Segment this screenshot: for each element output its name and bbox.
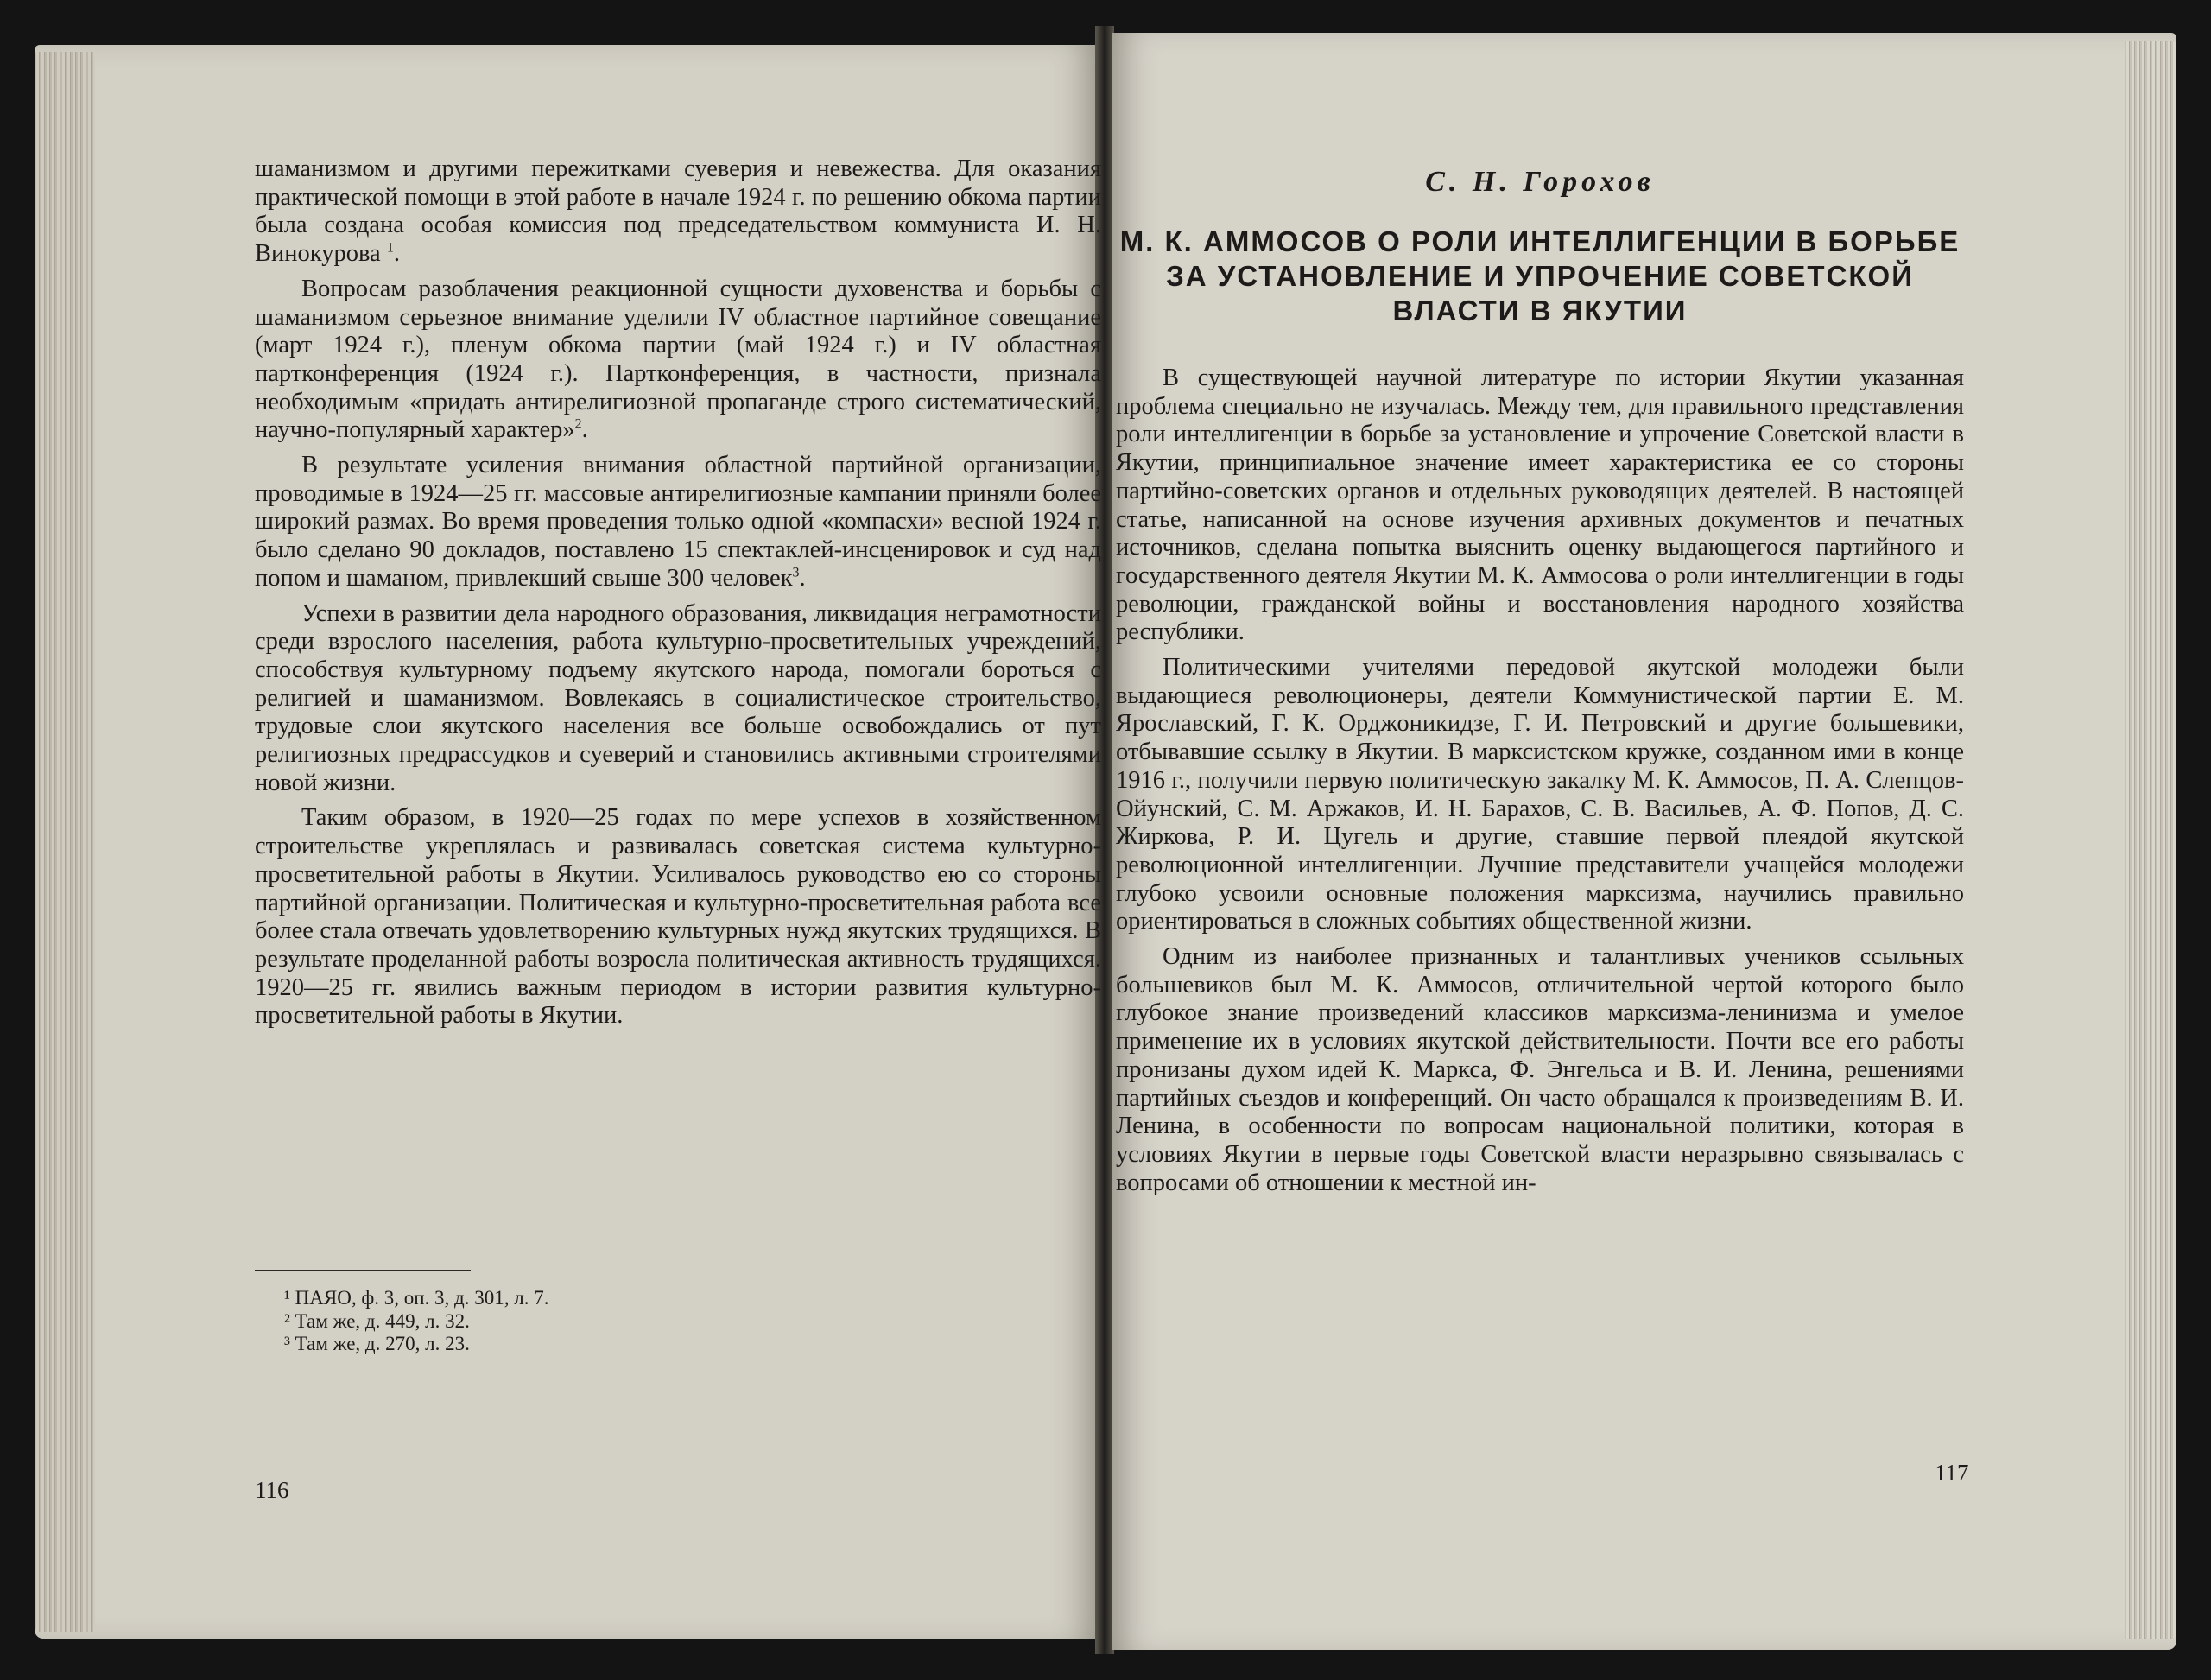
page-edges-left xyxy=(35,52,95,1632)
right-page-body xyxy=(1116,365,1964,1197)
paragraph-text: Успехи в развитии дела народного образования, ликвидация неграмотности среди взрослого населения, работа культурно-просветительных учреждений, способствуя культурному подъему якутского народа, помогали бороться с религией и шаманизмом. Вовлекаясь в социалистическое строительство, трудовые слои якутского населения все больше освобождались от пут религиозных предрассудков и суеверий и становились активными строителями новой жизни. xyxy=(255,599,1101,796)
footnote: ¹ ПАЯО, ф. 3, оп. 3, д. 301, л. 7. xyxy=(284,1287,549,1309)
paragraph-tail: . xyxy=(393,240,400,268)
footnote: ² Там же, д. 449, л. 32. xyxy=(284,1309,470,1332)
paragraph-tail: . xyxy=(581,416,588,444)
page-number-right: 117 xyxy=(1935,1460,1969,1486)
paragraph-tail: . xyxy=(799,564,806,592)
footnote-ref: 3 xyxy=(792,565,800,580)
page-edges-right xyxy=(2125,41,2176,1639)
left-page-body xyxy=(255,155,1101,1030)
left-paragraph xyxy=(255,804,1101,1030)
paragraph-text: Таким образом, в 1920—25 годах по мере успехов в хозяйственном строительстве укреплялась и развивалась советская система культурно-просветительной работы в Якутии. Усиливалось руководство ею со стороны партийной организации. Политическая и культурно-просветительная работа все более стала отвечать удовлетворению культурных нужд якутских трудящихся. В результате проделанной работы возросла политическая активность трудящихся. 1920—25 гг. явились важным периодом в истории развития культурно-просветительной работы в Якутии. xyxy=(255,804,1101,1030)
footnote: ³ Там же, д. 270, л. 23. xyxy=(284,1333,470,1354)
left-paragraph xyxy=(255,600,1101,798)
paragraph-text: В результате усиления внимания областной партийной организации, проводимые в 1924—25 гг. массовые антирелигиозные кампании приняли более широкий размах. Во время проведения только одной «компасхи» весной 1924 г. было сделано 90 докладов, поставлено 15 спектаклей-инсценировок и суд над попом и шаманом, привлекший свыше 300 человек xyxy=(255,452,1101,592)
right-paragraph: В существующей научной литературе по истории Якутии указанная проблема специально не изучалась. Между тем, для правильного представления роли интеллигенции в борьбе за установление и упрочение Советской власти в Якутии, принципиальное значение имеет характеристика ее со стороны партийно-советских органов и отдельных руководящих деятелей. В настоящей статье, написанной на основе изучения архивных документов и печатных источников, сделана попытка выяснить оценку выдающегося партийного и государственного деятеля Якутии М. К. Аммосова о роли интеллигенции в годы революции, гражданской войны и восстановления народного хозяйства республики. xyxy=(1116,365,1964,646)
left-paragraph xyxy=(255,276,1101,445)
footnote-ref: 2 xyxy=(574,416,582,432)
right-paragraph: Одним из наиболее признанных и талантливых учеников ссыльных большевиков был М. К. Аммосов, отличительной чертой которого было глубокое знание произведений классиков марксизма-ленинизма и умелое применение их в условиях якутской действительности. Почти все его работы пронизаны духом идей К. Маркса, Ф. Энгельса и В. И. Ленина, решениями партийных съездов и конференций. Он часто обращался к произведениям В. И. Ленина, в особенности по вопросам национальной политики, которая в условиях Якутии в первые годы Советской власти неразрывно связывалась с вопросами об отношении к местной ин- xyxy=(1116,943,1964,1196)
article-author: С. Н. Горохов xyxy=(1425,166,1655,198)
footnotes xyxy=(255,1287,773,1356)
paragraph-text: шаманизмом и другими пережитками суеверия и невежества. Для оказания практической помощи в этой работе в начале 1924 г. по решению обкома партии была создана особая комиссия под председательством коммуниста И. Н. Винокурова xyxy=(255,155,1101,268)
right-paragraph: Политическими учителями передовой якутской молодежи были выдающиеся революционеры, деятели Коммунистической партии Е. М. Ярославский, Г. К. Орджоникидзе, Г. И. Петровский и другие большевики, отбывавшие ссылку в Якутии. В марксистском кружке, созданном ими в конце 1916 г., получили первую политическую закалку М. К. Аммосов, П. А. Слепцов-Ойунский, С. М. Аржаков, И. Н. Барахов, С. В. Васильев, А. Ф. Попов, Д. С. Жиркова, Р. И. Цугель и другие, ставшие первой плеядой якутской революционной интеллигенции. Лучшие представители учащейся молодежи глубоко усвоили основные положения марксизма, научились правильно ориентироваться в сложных событиях общественной жизни. xyxy=(1116,654,1964,935)
left-paragraph xyxy=(255,155,1101,269)
paragraph-text: Вопросам разоблачения реакционной сущности духовенства и борьбы с шаманизмом серьезное внимание уделили IV областное партийное совещание (март 1924 г.), пленум обкома партии (май 1924 г.) и IV областная партконференция (1924 г.). Партконференция, в частности, признала необходимым «придать антирелигиозной пропаганде строго систематический, научно-популярный характер» xyxy=(255,275,1101,444)
footnote-rule xyxy=(255,1270,471,1271)
page-number-left: 116 xyxy=(255,1477,289,1503)
left-paragraph xyxy=(255,452,1101,593)
article-title: М. К. АММОСОВ О РОЛИ ИНТЕЛЛИГЕНЦИИ В БОРЬБЕ ЗА УСТАНОВЛЕНИЕ И УПРОЧЕНИЕ СОВЕТСКОЙ ВЛАСТИ В ЯКУТИИ xyxy=(1119,225,1961,326)
footnote-ref: 1 xyxy=(386,240,394,256)
